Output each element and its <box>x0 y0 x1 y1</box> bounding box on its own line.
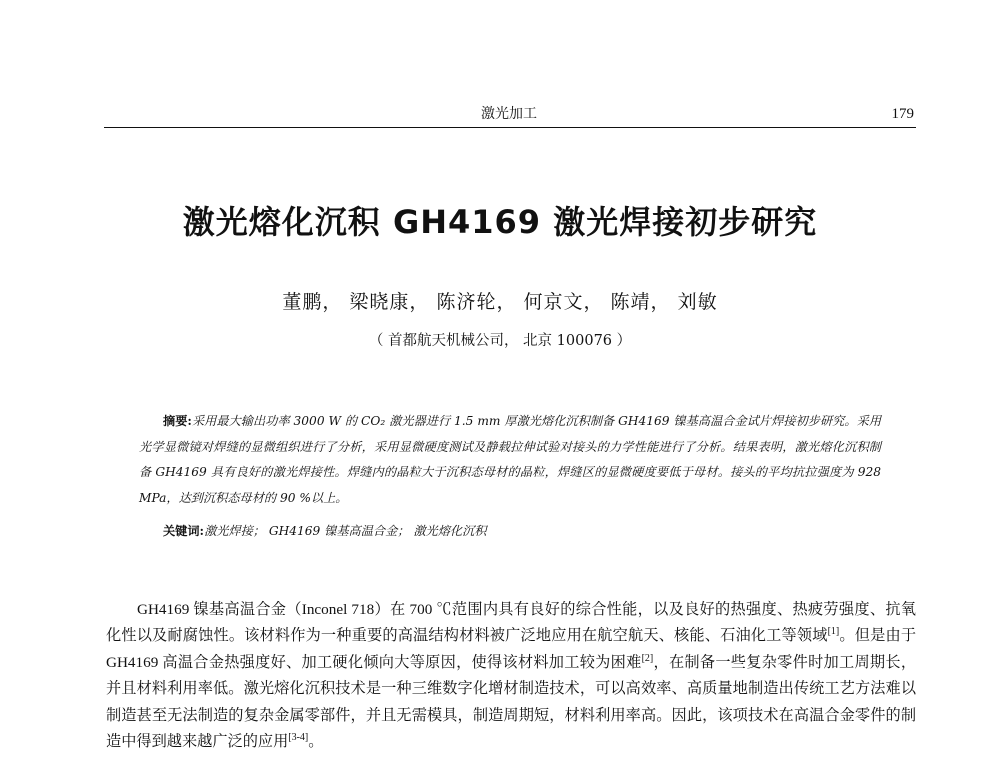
intro-text-2: 。但是由于 GH4169 高温合金热强度好、加工硬化倾向大等原因，使得该材料加工较为困难 <box>106 627 917 671</box>
keywords-text: 激光焊接； GH4169 镍基高温合金； 激光熔化沉积 <box>204 524 487 538</box>
running-header <box>104 104 914 128</box>
intro-text-4: 。 <box>308 733 324 751</box>
abstract-label: 摘要: <box>163 414 192 428</box>
intro-text-1: GH4169 镍基高温合金（Inconel 718）在 700 ℃范围内具有良好的综合性能，以及良好的热强度、热疲劳强度、抗氧化性以及耐腐蚀性。该材料作为一种重要的高温结构材料被广泛地应用在航空航天、核能、石油化工等领域 <box>106 601 916 645</box>
page-number: 179 <box>891 106 914 122</box>
author-list: 董鹏， 梁晓康， 陈济轮， 何京文， 陈靖， 刘敏 <box>282 291 718 313</box>
citation-3[interactable]: [3-4] <box>288 731 309 743</box>
header-rule <box>104 127 916 128</box>
citation-1[interactable]: [1] <box>827 626 840 638</box>
keywords-label: 关键词: <box>163 524 205 538</box>
keywords <box>163 519 881 544</box>
article-title: 激光熔化沉积 GH4169 激光焊接初步研究 <box>182 203 818 241</box>
journal-name: 激光加工 <box>481 106 537 122</box>
citation-2[interactable]: [2] <box>641 652 654 664</box>
abstract-text: 采用最大输出功率 3000 W 的 CO₂ 激光器进行 1.5 mm 厚激光熔化沉积制备 GH4169 镍基高温合金试片焊接初步研究。采用光学显微镜对焊缝的显微组织进行了分析，采用显微硬度测试及静载拉伸试验对接头的力学性能进行了分析。结果表明，激光熔化沉积制备 GH4169 具有良好的激光焊接性。焊缝内的晶粒大于沉积态母材的晶粒，焊缝区的显微硬度要低于母材。接头的平均抗拉强度为 928 MPa，达到沉积态母材的 90 %以上。 <box>139 414 882 505</box>
intro-paragraph <box>106 597 916 755</box>
intro-text-3: ，在制备一些复杂零件时加工周期长，并且材料利用率低。激光熔化沉积技术是一种三维数字化增材制造技术，可以高效率、高质量地制造出传统工艺方法难以制造甚至无法制造的复杂金属零部件，并且无需模具，制造周期短，材料利用率高。因此，该项技术在高温合金零件的制造中得到越来越广泛的应用 <box>106 653 917 751</box>
affiliation: （ 首都航天机械公司， 北京 100076 ） <box>368 333 632 349</box>
abstract <box>139 409 881 511</box>
